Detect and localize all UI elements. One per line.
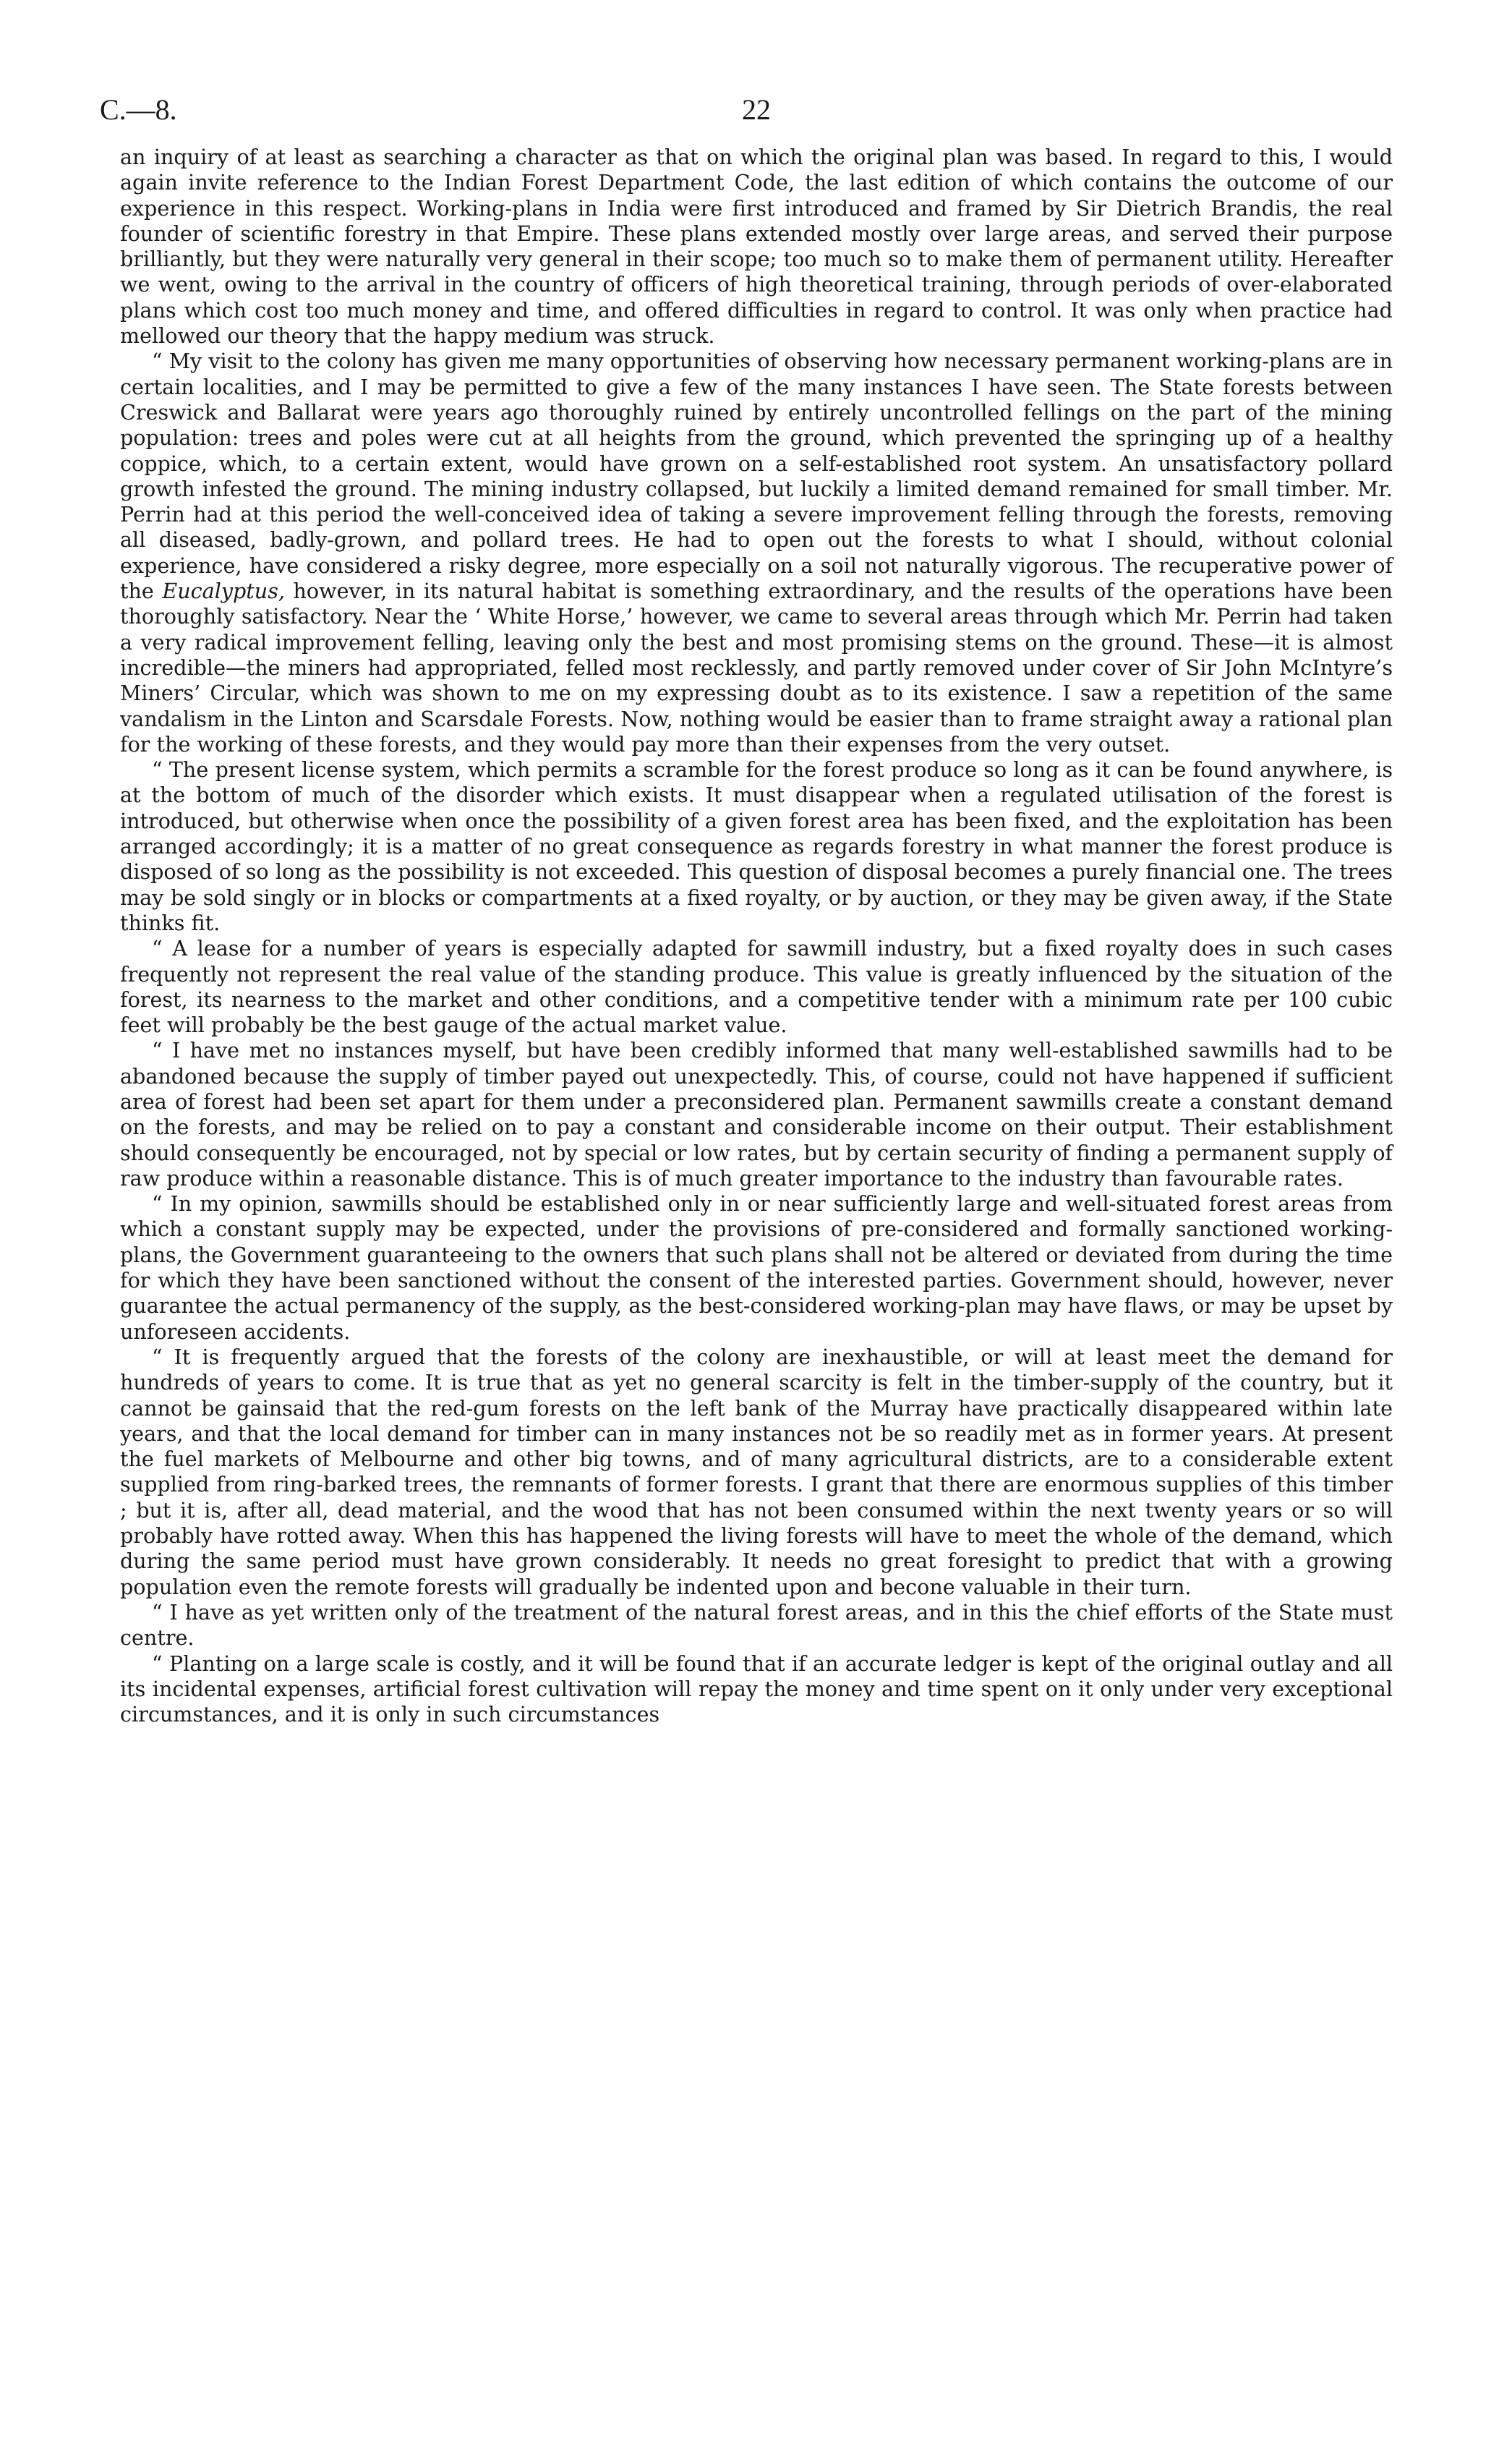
paragraph [120, 1345, 1393, 1600]
paragraph-text: “ I have as yet written only of the treatment of the natural forest areas, and in this the chief efforts of the State must centre. [120, 1599, 1393, 1651]
document-page [100, 93, 1393, 1727]
paragraph-text: “ The present license system, which permits a scramble for the forest produce so long as it can be found anywhere, is at the bottom of much of the disorder which exists. It must disappear when a regulated utilisation of the forest is introduced, but otherwise when once the possibility of a given forest area has been fixed, and the exploitation has been arranged accordingly; it is a matter of no great consequence as regards forestry in what manner the forest produce is disposed of so long as the possibility is not exceeded. This question of disposal becomes a purely financial one. The trees may be sold singly or in blocks or compartments at a fixed royalty, or by auction, or they may be given away, if the State thinks fit. [120, 757, 1393, 935]
paragraph-text: “ My visit to the colony has given me many opportunities of observing how necessary permanent working-plans are in certain localities, and I may be permitted to give a few of the many instances I have seen. The State forests between Creswick and Ballarat were years ago thoroughly ruined by entirely uncontrolled fellings on the part of the mining population: trees and poles were cut at all heights from the ground, which prevented the springing up of a healthy coppice, which, to a certain extent, would have grown on a self-established root system. An unsatisfactory pollard growth infested the ground. The mining industry collapsed, but luckily a limited demand remained for small timber. Mr. Perrin had at this period the well-conceived idea of taking a severe improvement felling through the forests, removing all diseased, badly-grown, and pollard trees. He had to open out the forests to what I should, without colonial experience, have considered a risky degree, more especially on a soil not naturally vigorous. The recuperative power of the [120, 349, 1393, 604]
body-text [120, 145, 1393, 1727]
paragraph [120, 349, 1393, 757]
page-number: 22 [742, 93, 771, 126]
paragraph [120, 1038, 1393, 1191]
paragraph-text: an inquiry of at least as searching a character as that on which the original plan was based. In regard to this, I would again invite reference to the Indian Forest Department Code, the last edition of which contains the outcome of our experience in this respect. Working-plans in India were first introduced and framed by Sir Dietrich Brandis, the real founder of scientific forestry in that Empire. These plans extended mostly over large areas, and served their purpose brilliantly, but they were naturally very general in their scope; too much so to make them of permanent utility. Hereafter we went, owing to the arrival in the country of officers of high theoretical training, through periods of over-elaborated plans which cost too much money and time, and offered difficulties in regard to control. It was only when practice had mellowed our theory that the happy medium was struck. [120, 145, 1393, 349]
paragraph-text: “ In my opinion, sawmills should be established only in or near sufficiently large and well-situated forest areas from which a constant supply may be expected, under the provisions of pre-considered and formally sanctioned working-plans, the Government guaranteeing to the owners that such plans shall not be altered or deviated from during the time for which they have been sanctioned without the consent of the interested parties. Government should, however, never guarantee the actual permanency of the supply, as the best-considered working-plan may have flaws, or may be upset by unforeseen accidents. [120, 1191, 1393, 1344]
paragraph-text: however, in its natural habitat is something extraordinary, and the results of the operations have been thoroughly satisfactory. Near the ‘ White Horse,’ however, we came to several areas through which Mr. Perrin had taken a very radical improvement felling, leaving only the best and most promising stems on the ground. These—it is almost incredible—the miners had appropriated, felled most recklessly, and partly removed under cover of Sir John McIntyre’s Miners’ Circular, which was shown to me on my expressing doubt as to its existence. I saw a repetition of the same vandalism in the Linton and Scarsdale Forests. Now, nothing would be easier than to frame straight away a rational plan for the working of these forests, and they would pay more than their expenses from the very outset. [120, 579, 1393, 757]
paragraph-text: “ Planting on a large scale is costly, and it will be found that if an accurate ledger is kept of the original outlay and all its incidental expenses, artificial forest cultivation will repay the money and time spent on it only under very exceptional circumstances, and it is only in such circumstances [120, 1651, 1393, 1727]
paragraph [120, 1191, 1393, 1345]
paragraph [120, 757, 1393, 936]
paragraph-continued [120, 145, 1393, 349]
paragraph-text: “ A lease for a number of years is especially adapted for sawmill industry, but a fixed royalty does in such cases frequently not represent the real value of the standing produce. This value is greatly influenced by the situation of the forest, its nearness to the market and other conditions, and a competitive tender with a minimum rate per 100 cubic feet will probably be the best gauge of the actual market value. [120, 936, 1393, 1038]
italic-term: Eucalyptus, [162, 579, 285, 604]
page-header [100, 93, 1393, 145]
paragraph-text: “ It is frequently argued that the forests of the colony are inexhaustible, or will at least meet the demand for hundreds of years to come. It is true that as yet no general scarcity is felt in the timber-supply of the country, but it cannot be gainsaid that the red-gum forests on the left bank of the Murray have practically disappeared within late years, and that the local demand for timber can in many instances not be so readily met as in former years. At present the fuel markets of Melbourne and other big towns, and of many agricultural districts, are to a considerable extent supplied from ring-barked trees, the remnants of former forests. I grant that there are enormous supplies of this timber ; but it is, after all, dead material, and the wood that has not been consumed within the next twenty years or so will probably have rotted away. When this has happened the living forests will have to meet the whole of the demand, which during the same period must have grown considerably. It needs no great foresight to predict that with a growing population even the remote forests will gradually be indented upon and becone valuable in their turn. [120, 1344, 1393, 1599]
document-reference: C.—8. [100, 93, 177, 126]
paragraph [120, 1651, 1393, 1728]
paragraph [120, 936, 1393, 1038]
paragraph-text: “ I have met no instances myself, but have been credibly informed that many well-established sawmills had to be abandoned because the supply of timber payed out unexpectedly. This, of course, could not have happened if sufficient area of forest had been set apart for them under a preconsidered plan. Permanent sawmills create a constant demand on the forests, and may be relied on to pay a constant and considerable income on their output. Their establishment should consequently be encouraged, not by special or low rates, but by certain security of finding a permanent supply of raw produce within a reasonable distance. This is of much greater importance to the industry than favourable rates. [120, 1038, 1393, 1191]
paragraph [120, 1600, 1393, 1651]
